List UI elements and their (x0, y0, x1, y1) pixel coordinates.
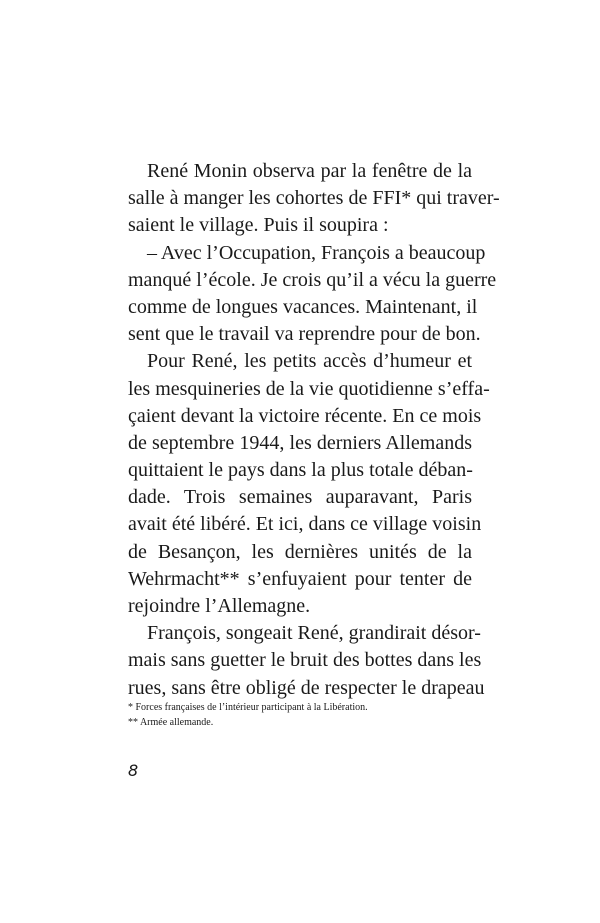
body-text (128, 158, 500, 702)
text-line: çaient devant la victoire récente. En ce mois (128, 404, 482, 427)
text-line: mais sans guetter le bruit des bottes dans les (128, 649, 482, 672)
footnote-ffi: * Forces françaises de l’intérieur participant à la Libération. (128, 702, 368, 713)
text-line: rejoindre l’Allemagne. (128, 595, 311, 617)
text-line: avait été libéré. Et ici, dans ce village voisin (128, 513, 482, 536)
text-line: salle à manger les cohortes de FFI* qui traver- (128, 187, 500, 210)
text-line: – Avec l’Occupation, François a beaucoup (147, 241, 486, 264)
footnote-wehrmacht: ** Armée allemande. (128, 717, 214, 728)
text-line: René Monin observa par la fenêtre de la (147, 160, 472, 182)
text-line: comme de longues vacances. Maintenant, il (128, 295, 478, 318)
text-line: Wehrmacht** s’enfuyaient pour tenter de (128, 567, 472, 590)
text-line: de Besançon, les dernières unités de la (128, 540, 472, 563)
text-line: dade. Trois semaines auparavant, Paris (128, 486, 472, 509)
footnotes (128, 700, 472, 730)
text-line: quittaient le pays dans la plus totale déban- (128, 459, 473, 482)
text-line: Pour René, les petits accès d’humeur et (147, 350, 472, 373)
text-line: François, songeait René, grandirait désor- (147, 622, 481, 645)
text-line: manqué l’école. Je crois qu’il a vécu la guerre (128, 268, 497, 291)
text-line: les mesquineries de la vie quotidienne s’effa- (128, 377, 490, 400)
text-line: saient le village. Puis il soupira : (128, 214, 389, 237)
page-number: 8 (128, 761, 139, 780)
text-line: de septembre 1944, les derniers Allemands (128, 431, 472, 454)
text-line: sent que le travail va reprendre pour de bon. (128, 323, 481, 346)
text-line: rues, sans être obligé de respecter le drapeau (128, 676, 485, 699)
